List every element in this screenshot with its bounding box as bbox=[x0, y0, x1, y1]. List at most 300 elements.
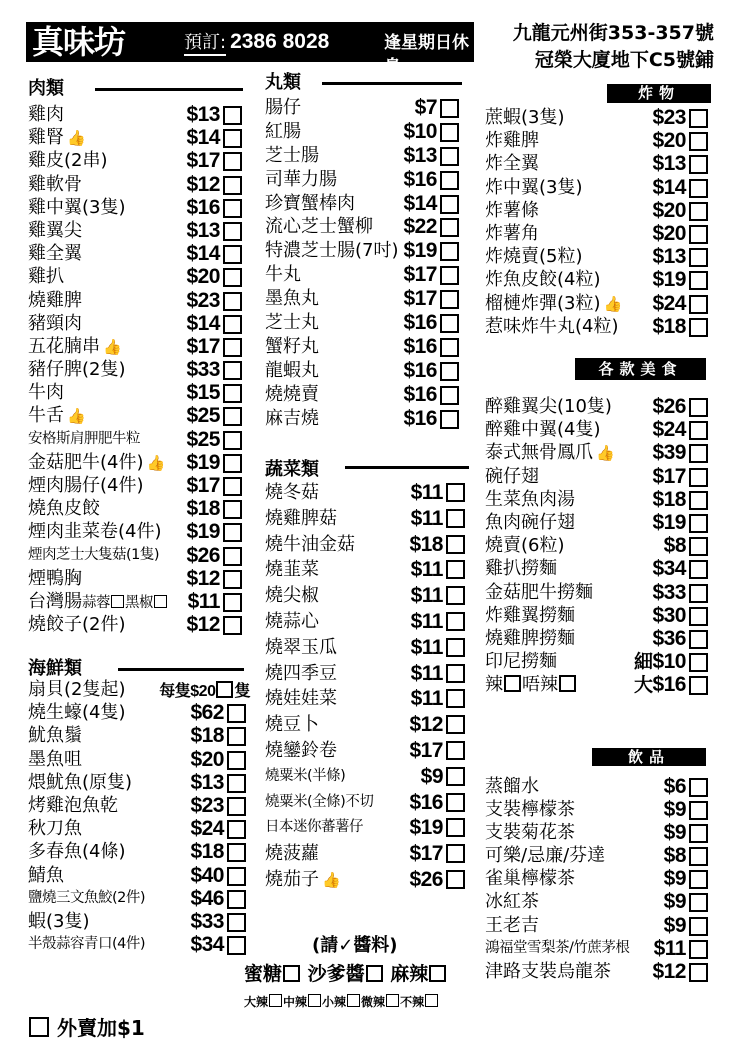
item-checkbox[interactable] bbox=[446, 818, 465, 837]
item-checkbox[interactable] bbox=[223, 222, 242, 241]
item-checkbox[interactable] bbox=[689, 155, 708, 174]
item-checkbox[interactable] bbox=[440, 266, 459, 285]
menu-item bbox=[485, 867, 708, 890]
item-checkbox[interactable] bbox=[689, 917, 708, 936]
item-checkbox[interactable] bbox=[227, 843, 246, 862]
menu-item bbox=[485, 152, 708, 175]
price-value: $13 bbox=[190, 770, 224, 794]
size-label: 細 bbox=[633, 652, 653, 674]
spice-option: 不辣 bbox=[400, 995, 425, 1009]
item-checkbox[interactable] bbox=[223, 152, 242, 171]
price-value: $11 bbox=[410, 687, 443, 711]
item-name-text: 鹽燒三文魚鮫(2件) bbox=[28, 889, 146, 906]
item-checkbox[interactable] bbox=[227, 936, 246, 955]
item-name-text: 特濃芝士腸(7吋) bbox=[265, 240, 399, 262]
item-price bbox=[652, 581, 686, 604]
item-checkbox[interactable] bbox=[227, 890, 246, 909]
veg-title: 蔬菜類 bbox=[265, 459, 319, 480]
qty-box[interactable] bbox=[216, 681, 233, 698]
menu-item bbox=[485, 627, 708, 650]
item-checkbox[interactable] bbox=[446, 612, 465, 631]
item-checkbox[interactable] bbox=[689, 584, 708, 603]
item-checkbox[interactable] bbox=[689, 893, 708, 912]
menu-item bbox=[265, 407, 459, 431]
item-name bbox=[485, 581, 593, 604]
menu-item bbox=[265, 192, 459, 216]
price-value: $16 bbox=[652, 673, 686, 697]
item-name bbox=[28, 265, 64, 288]
menu-item bbox=[485, 315, 708, 338]
item-checkbox[interactable] bbox=[689, 963, 708, 982]
price-value: $26 bbox=[652, 395, 686, 418]
item-price bbox=[664, 914, 686, 937]
price-value: $13 bbox=[652, 152, 686, 176]
item-checkbox[interactable] bbox=[440, 99, 459, 118]
menu-item bbox=[485, 199, 708, 222]
item-name-text: 安格斯肩胛肥牛粒 bbox=[28, 430, 140, 447]
item-name bbox=[28, 196, 126, 219]
menu-item bbox=[485, 511, 708, 534]
spice-option: 小辣 bbox=[322, 995, 347, 1009]
item-name bbox=[265, 215, 373, 239]
menu-item bbox=[485, 673, 708, 696]
item-name-text: 雞皮(2串) bbox=[28, 150, 108, 172]
item-checkbox[interactable] bbox=[689, 607, 708, 626]
price-value: $24 bbox=[652, 291, 686, 315]
item-checkbox[interactable] bbox=[227, 867, 246, 886]
item-price bbox=[403, 311, 437, 335]
item-name bbox=[28, 126, 86, 150]
item-checkbox[interactable] bbox=[440, 123, 459, 142]
item-checkbox[interactable] bbox=[223, 129, 242, 148]
item-name-text: 燒韮菜 bbox=[265, 559, 319, 581]
item-name-text: 金菇肥牛(4件) bbox=[28, 451, 144, 473]
item-checkbox[interactable] bbox=[440, 147, 459, 166]
item-name-text: 芝士腸 bbox=[265, 144, 319, 166]
item-checkbox[interactable] bbox=[689, 560, 708, 579]
item-checkbox[interactable] bbox=[689, 537, 708, 556]
spicy-checkbox[interactable] bbox=[504, 675, 521, 692]
item-price bbox=[190, 701, 224, 724]
menu-item bbox=[28, 289, 242, 312]
item-price bbox=[186, 289, 220, 312]
price-value: $13 bbox=[186, 103, 220, 126]
phone-number[interactable]: 2386 8028 bbox=[230, 30, 330, 53]
item-checkbox[interactable] bbox=[440, 195, 459, 214]
menu-item bbox=[265, 815, 465, 841]
menu-item bbox=[28, 312, 242, 335]
menu-item bbox=[265, 532, 465, 558]
item-name-text: 煙肉芝士大隻菇(1隻) bbox=[28, 546, 160, 563]
item-checkbox[interactable] bbox=[689, 468, 708, 487]
item-price bbox=[186, 474, 220, 497]
spice-checkbox[interactable] bbox=[347, 994, 360, 1007]
item-checkbox[interactable] bbox=[689, 630, 708, 649]
item-checkbox[interactable] bbox=[446, 664, 465, 683]
option-checkbox[interactable] bbox=[111, 595, 124, 608]
item-price bbox=[652, 222, 686, 245]
item-price bbox=[190, 771, 224, 794]
price-value: $39 bbox=[652, 441, 686, 465]
item-price bbox=[186, 404, 220, 427]
item-checkbox[interactable] bbox=[227, 913, 246, 932]
item-price bbox=[411, 557, 443, 583]
item-checkbox[interactable] bbox=[446, 586, 465, 605]
item-name-text: 燒菠蘿 bbox=[265, 843, 319, 865]
item-name-text: 雞腎 bbox=[28, 127, 64, 149]
item-name bbox=[28, 817, 82, 840]
item-price bbox=[186, 335, 220, 358]
item-name bbox=[28, 149, 108, 172]
item-checkbox[interactable] bbox=[223, 361, 242, 380]
item-checkbox[interactable] bbox=[223, 268, 242, 287]
item-checkbox[interactable] bbox=[227, 820, 246, 839]
item-price bbox=[186, 265, 220, 288]
item-name bbox=[28, 242, 82, 265]
item-price bbox=[652, 441, 686, 464]
shop-logo: 真味坊 bbox=[32, 23, 126, 61]
spice-checkbox[interactable] bbox=[386, 994, 399, 1007]
spice-checkbox[interactable] bbox=[425, 994, 438, 1007]
price-value: $12 bbox=[409, 713, 443, 737]
item-name-text: 冰紅茶 bbox=[485, 891, 539, 913]
price-value: $19 bbox=[186, 450, 220, 474]
item-name bbox=[265, 609, 319, 635]
item-name-text: 紅腸 bbox=[265, 120, 301, 142]
price-value: $20 bbox=[652, 129, 686, 153]
menu-item bbox=[485, 821, 708, 844]
spice-option: 大辣 bbox=[244, 995, 269, 1009]
menu-item bbox=[485, 245, 708, 268]
item-name-text: 燒燒賣 bbox=[265, 383, 319, 405]
item-checkbox[interactable] bbox=[223, 292, 242, 311]
item-name-text: 蔗蝦(3隻) bbox=[485, 107, 565, 128]
menu-item bbox=[485, 268, 708, 291]
item-checkbox[interactable] bbox=[689, 940, 708, 959]
price-value: $19 bbox=[409, 816, 443, 840]
price-value: $8 bbox=[663, 534, 686, 558]
item-name-text: 珍寶蟹棒肉 bbox=[265, 192, 355, 214]
item-checkbox[interactable] bbox=[446, 535, 465, 554]
item-checkbox[interactable] bbox=[689, 248, 708, 267]
spice-checkbox[interactable] bbox=[269, 994, 282, 1007]
menu-item bbox=[265, 738, 465, 764]
item-name-text: 日本迷你蕃薯仔 bbox=[265, 819, 363, 836]
item-name-text: 牛肉 bbox=[28, 382, 64, 404]
price-value: $10 bbox=[403, 119, 437, 143]
item-checkbox[interactable] bbox=[223, 570, 242, 589]
option-checkbox[interactable] bbox=[154, 595, 167, 608]
fried-title: 炸物 bbox=[607, 84, 711, 103]
menu-item bbox=[265, 263, 459, 287]
item-name-text: 燒魚皮餃 bbox=[28, 498, 100, 520]
item-name-text: 蒸餾水 bbox=[485, 776, 539, 797]
item-checkbox[interactable] bbox=[689, 225, 708, 244]
menu-item bbox=[28, 613, 242, 636]
item-checkbox[interactable] bbox=[689, 801, 708, 820]
item-name bbox=[28, 451, 165, 475]
item-checkbox[interactable] bbox=[689, 271, 708, 290]
item-checkbox[interactable] bbox=[689, 421, 708, 440]
menu-item bbox=[485, 890, 708, 913]
item-name bbox=[28, 520, 162, 543]
item-price bbox=[411, 506, 443, 532]
item-price bbox=[188, 590, 220, 613]
thumbs-up-icon: 👍 bbox=[67, 129, 86, 148]
price-value: $19 bbox=[652, 510, 686, 534]
price-value: $17 bbox=[186, 334, 220, 358]
address-line2: 冠榮大廈地下C5號鋪 bbox=[534, 49, 714, 71]
item-checkbox[interactable] bbox=[223, 384, 242, 403]
item-checkbox[interactable] bbox=[689, 847, 708, 866]
balls-rule bbox=[322, 82, 462, 85]
item-name bbox=[265, 168, 337, 192]
item-price bbox=[190, 794, 224, 817]
item-price bbox=[652, 245, 686, 268]
item-name bbox=[265, 867, 341, 894]
price-value: $20 bbox=[190, 747, 224, 771]
item-price bbox=[652, 511, 686, 534]
balls-title: 丸類 bbox=[265, 72, 301, 93]
item-checkbox[interactable] bbox=[689, 132, 708, 151]
price-value: $18 bbox=[190, 724, 224, 748]
item-checkbox[interactable] bbox=[223, 431, 242, 450]
item-name-text: 煙肉韭菜卷(4件) bbox=[28, 521, 162, 543]
item-checkbox[interactable] bbox=[689, 653, 708, 672]
item-name bbox=[28, 748, 82, 771]
price-value: $18 bbox=[652, 487, 686, 511]
item-price bbox=[652, 960, 686, 983]
price-value: $40 bbox=[190, 863, 224, 887]
item-name-text: 牛舌 bbox=[28, 405, 64, 427]
item-checkbox[interactable] bbox=[223, 176, 242, 195]
item-checkbox[interactable] bbox=[689, 824, 708, 843]
price-value: $11 bbox=[410, 635, 443, 659]
meat-list bbox=[28, 103, 242, 636]
menu-item bbox=[485, 418, 708, 441]
item-checkbox[interactable] bbox=[689, 202, 708, 221]
item-checkbox[interactable] bbox=[446, 689, 465, 708]
item-checkbox[interactable] bbox=[446, 715, 465, 734]
price-value: $36 bbox=[652, 626, 686, 650]
item-price bbox=[186, 520, 220, 543]
thumbs-up-icon: 👍 bbox=[67, 407, 86, 426]
item-checkbox[interactable] bbox=[223, 523, 242, 542]
item-name-text: 醉雞翼尖(10隻) bbox=[485, 396, 612, 417]
menu-item bbox=[265, 506, 465, 532]
spicy-option: 唔辣 bbox=[522, 674, 558, 696]
item-price bbox=[664, 775, 686, 798]
item-name bbox=[485, 604, 575, 627]
menu-item bbox=[485, 937, 708, 960]
item-checkbox[interactable] bbox=[446, 767, 465, 786]
closed-notice: 逢星期日休息 bbox=[384, 33, 469, 77]
sauce-options bbox=[244, 959, 447, 986]
item-price bbox=[409, 841, 443, 867]
item-checkbox[interactable] bbox=[689, 778, 708, 797]
item-name bbox=[485, 292, 622, 316]
item-checkbox[interactable] bbox=[689, 870, 708, 889]
menu-item bbox=[28, 771, 246, 794]
item-checkbox[interactable] bbox=[689, 109, 708, 128]
item-checkbox[interactable] bbox=[227, 774, 246, 793]
item-checkbox[interactable] bbox=[446, 870, 465, 889]
item-checkbox[interactable] bbox=[223, 338, 242, 357]
item-checkbox[interactable] bbox=[227, 797, 246, 816]
sauce-checkbox[interactable] bbox=[429, 965, 446, 982]
item-checkbox[interactable] bbox=[440, 338, 459, 357]
menu-item bbox=[28, 817, 246, 840]
price-value: $12 bbox=[186, 172, 220, 196]
item-checkbox[interactable] bbox=[223, 593, 242, 612]
item-name-text: 蝦(3隻) bbox=[28, 910, 90, 932]
item-name-text: 燒娃娃菜 bbox=[265, 688, 337, 710]
menu-item bbox=[28, 678, 250, 701]
item-checkbox[interactable] bbox=[689, 444, 708, 463]
item-price bbox=[652, 627, 686, 650]
menu-item bbox=[28, 358, 242, 381]
item-checkbox[interactable] bbox=[689, 491, 708, 510]
item-checkbox[interactable] bbox=[223, 500, 242, 519]
item-checkbox[interactable] bbox=[689, 398, 708, 417]
item-checkbox[interactable] bbox=[227, 704, 246, 723]
item-checkbox[interactable] bbox=[446, 741, 465, 760]
item-name-text: 炸全翼 bbox=[485, 153, 539, 175]
menu-item bbox=[485, 106, 708, 129]
item-name bbox=[265, 583, 319, 609]
item-price bbox=[190, 724, 224, 747]
item-checkbox[interactable] bbox=[446, 509, 465, 528]
item-name bbox=[485, 557, 557, 580]
item-checkbox[interactable] bbox=[440, 218, 459, 237]
item-checkbox[interactable] bbox=[227, 751, 246, 770]
drinks-list bbox=[485, 775, 708, 983]
item-name bbox=[265, 335, 319, 359]
item-name-text: 雞中翼(3隻) bbox=[28, 196, 126, 218]
item-checkbox[interactable] bbox=[223, 199, 242, 218]
item-price bbox=[186, 497, 220, 520]
sauce-checkbox[interactable] bbox=[283, 965, 300, 982]
item-checkbox[interactable] bbox=[223, 454, 242, 473]
item-name bbox=[265, 311, 319, 335]
unit-label: 隻 bbox=[234, 683, 250, 700]
item-name bbox=[28, 544, 159, 567]
item-checkbox[interactable] bbox=[223, 547, 242, 566]
item-name bbox=[265, 359, 319, 383]
item-checkbox[interactable] bbox=[440, 410, 459, 429]
sauce-option: 麻辣 bbox=[390, 963, 429, 985]
item-checkbox[interactable] bbox=[223, 245, 242, 264]
item-checkbox[interactable] bbox=[446, 793, 465, 812]
spicy-checkbox[interactable] bbox=[559, 675, 576, 692]
item-checkbox[interactable] bbox=[446, 638, 465, 657]
item-name-text: 泰式無骨鳳爪 bbox=[485, 442, 593, 464]
item-checkbox[interactable] bbox=[223, 616, 242, 635]
item-checkbox[interactable] bbox=[440, 242, 459, 261]
item-checkbox[interactable] bbox=[440, 314, 459, 333]
item-name-text: 鴻福堂雪梨茶/竹蔗茅根 bbox=[485, 939, 630, 956]
item-checkbox[interactable] bbox=[227, 727, 246, 746]
menu-item bbox=[28, 381, 242, 404]
thumbs-up-icon: 👍 bbox=[603, 294, 623, 313]
item-name-text: 燒餃子(2件) bbox=[28, 614, 126, 636]
item-checkbox[interactable] bbox=[223, 477, 242, 496]
item-checkbox[interactable] bbox=[223, 315, 242, 334]
item-checkbox[interactable] bbox=[446, 560, 465, 579]
menu-item bbox=[28, 196, 242, 219]
menu-item bbox=[28, 794, 246, 817]
price-value: $23 bbox=[190, 793, 224, 817]
spice-checkbox[interactable] bbox=[308, 994, 321, 1007]
item-name bbox=[265, 532, 355, 558]
menu-item bbox=[28, 497, 242, 520]
item-checkbox[interactable] bbox=[440, 171, 459, 190]
item-name-text: 津路支裝烏龍茶 bbox=[485, 960, 611, 982]
item-price bbox=[652, 106, 686, 129]
order-label: 預訂: bbox=[184, 32, 226, 56]
item-checkbox[interactable] bbox=[223, 106, 242, 125]
price-value: $11 bbox=[410, 481, 443, 504]
menu-item bbox=[265, 661, 465, 687]
item-checkbox[interactable] bbox=[689, 318, 708, 337]
item-checkbox[interactable] bbox=[446, 844, 465, 863]
price-value: $16 bbox=[403, 311, 437, 335]
item-name bbox=[28, 933, 145, 956]
size-label: 大 bbox=[633, 675, 653, 697]
item-name-text: 雞全翼 bbox=[28, 243, 82, 265]
item-price bbox=[411, 480, 443, 506]
spice-option: 微辣 bbox=[361, 995, 386, 1009]
item-name-text: 燒生蠔(4隻) bbox=[28, 702, 126, 724]
price-value: $33 bbox=[652, 580, 686, 604]
item-price bbox=[652, 604, 686, 627]
item-checkbox[interactable] bbox=[689, 514, 708, 533]
item-checkbox[interactable] bbox=[689, 179, 708, 198]
item-checkbox[interactable] bbox=[223, 407, 242, 426]
menu-item bbox=[485, 914, 708, 937]
price-value: $11 bbox=[187, 589, 220, 613]
item-price bbox=[186, 196, 220, 219]
price-value: $7 bbox=[414, 96, 437, 119]
menu-item bbox=[28, 126, 242, 149]
takeaway-checkbox[interactable] bbox=[29, 1017, 49, 1037]
item-checkbox[interactable] bbox=[440, 386, 459, 405]
item-name bbox=[485, 488, 575, 511]
item-name bbox=[28, 887, 145, 910]
item-name bbox=[28, 567, 82, 590]
item-price bbox=[411, 686, 443, 712]
menu-item bbox=[265, 790, 465, 816]
price-value: $11 bbox=[410, 661, 443, 685]
item-checkbox[interactable] bbox=[689, 295, 708, 314]
item-price bbox=[664, 890, 686, 913]
item-name bbox=[265, 686, 337, 712]
item-checkbox[interactable] bbox=[689, 676, 708, 695]
item-checkbox[interactable] bbox=[440, 290, 459, 309]
item-checkbox[interactable] bbox=[440, 362, 459, 381]
item-name-text: 燒尖椒 bbox=[265, 585, 319, 607]
menu-item bbox=[265, 609, 465, 635]
menu-item bbox=[28, 701, 246, 724]
item-price bbox=[652, 199, 686, 222]
price-value: $11 bbox=[410, 506, 443, 530]
item-price bbox=[186, 242, 220, 265]
item-checkbox[interactable] bbox=[446, 483, 465, 502]
sauce-checkbox[interactable] bbox=[366, 965, 383, 982]
price-value: $18 bbox=[186, 497, 220, 521]
item-name-text: 辣 bbox=[485, 674, 503, 696]
price-value: $33 bbox=[190, 909, 224, 933]
